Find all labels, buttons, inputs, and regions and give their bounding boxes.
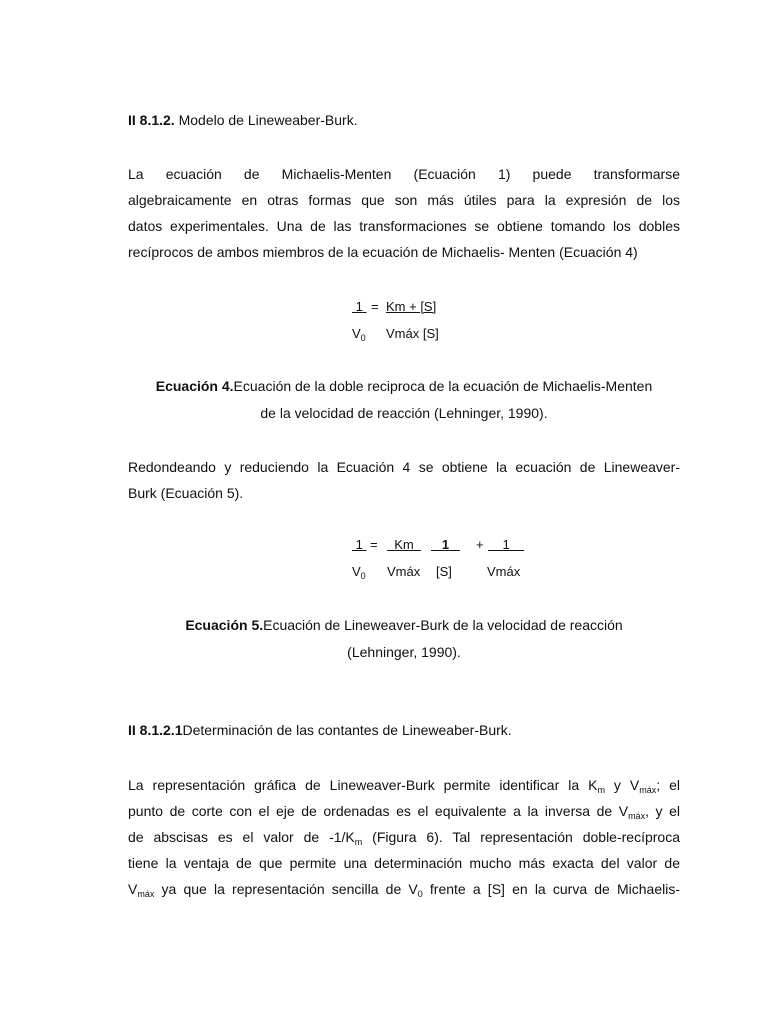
equation-4-caption <box>128 373 680 427</box>
paragraph-line: de abscisas es el valor de $-1/K_m$ (Figura 6). Tal representación doble-recíproca <box>128 829 680 847</box>
paragraph-3 <box>128 772 680 902</box>
paragraph-line: La representación gráfica de Lineweaver-Burk permite identificar la $K_m$ y $V_{máx}$; el <box>128 777 680 795</box>
eq5-term3-denominator: Vmáx <box>487 564 521 579</box>
eq5-term1-denominator: Vmáx <box>387 564 421 579</box>
section-title: Determinación de las contantes de Lineweaber-Burk. <box>182 722 512 738</box>
paragraph-1 <box>128 161 680 265</box>
caption-text: de la velocidad de reacción (Lehninger, 1990). <box>260 405 548 421</box>
paragraph-line: algebraicamente en otras formas que son más útiles para la expresión de los <box>128 192 680 208</box>
paragraph-line: recíprocos de ambos miembros de la ecuación de Michaelis- Menten (Ecuación 4) <box>128 244 638 260</box>
caption-text: Ecuación de Lineweaver-Burk de la velocidad de reacción <box>263 617 623 633</box>
caption-text: Ecuación de la doble reciproca de la ecuación de Michaelis-Menten <box>233 378 653 394</box>
eq4-rhs-numerator: Km + [S] <box>386 299 437 314</box>
eq5-term1-numerator: Km <box>394 537 414 552</box>
caption-label: Ecuación 5. <box>185 617 264 633</box>
eq5-term3-numerator: 1 <box>502 537 510 552</box>
eq4-lhs-numerator: 1 <box>355 299 363 314</box>
eq4-lhs-denominator: $V_0$ <box>352 326 366 343</box>
section-heading-1 <box>128 112 358 128</box>
paragraph-line: datos experimentales. Una de las transformaciones se obtiene tomando los dobles <box>128 218 680 234</box>
paragraph-line: Burk (Ecuación 5). <box>128 485 244 501</box>
eq5-equals: = <box>370 537 378 552</box>
eq5-plus: + <box>476 537 484 552</box>
eq5-lhs-numerator: 1 <box>355 537 363 552</box>
paragraph-line: La ecuación de Michaelis-Menten (Ecuación 1) puede transformarse <box>128 166 680 182</box>
paragraph-line: punto de corte con el eje de ordenadas es el equivalente a la inversa de $V_{máx}$, y el <box>128 803 680 821</box>
section-number: II 8.1.2. <box>128 112 175 128</box>
eq4-equals: = <box>371 299 379 314</box>
caption-text: (Lehninger, 1990). <box>347 644 461 660</box>
paragraph-2 <box>128 454 680 506</box>
section-heading-2 <box>128 722 512 738</box>
caption-label: Ecuación 4. <box>155 378 234 394</box>
equation-5-caption <box>128 612 680 666</box>
eq5-term2-numerator: 1 <box>441 537 450 552</box>
eq4-rhs-denominator: Vmáx [S] <box>386 326 439 341</box>
paragraph-line: $V_{máx}$ ya que la representación sencilla de $V_0$ frente a [S] en la curva de Michaelis- <box>128 881 681 899</box>
paragraph-line: tiene la ventaja de que permite una determinación mucho más exacta del valor de <box>128 855 680 871</box>
section-number: II 8.1.2.1 <box>128 722 183 738</box>
paragraph-line: Redondeando y reduciendo la Ecuación 4 se obtiene la ecuación de Lineweaver- <box>128 459 680 475</box>
eq5-lhs-denominator: $V_0$ <box>352 564 366 581</box>
section-title: Modelo de Lineweaber-Burk. <box>174 112 358 128</box>
eq5-term2-denominator: [S] <box>436 564 452 579</box>
